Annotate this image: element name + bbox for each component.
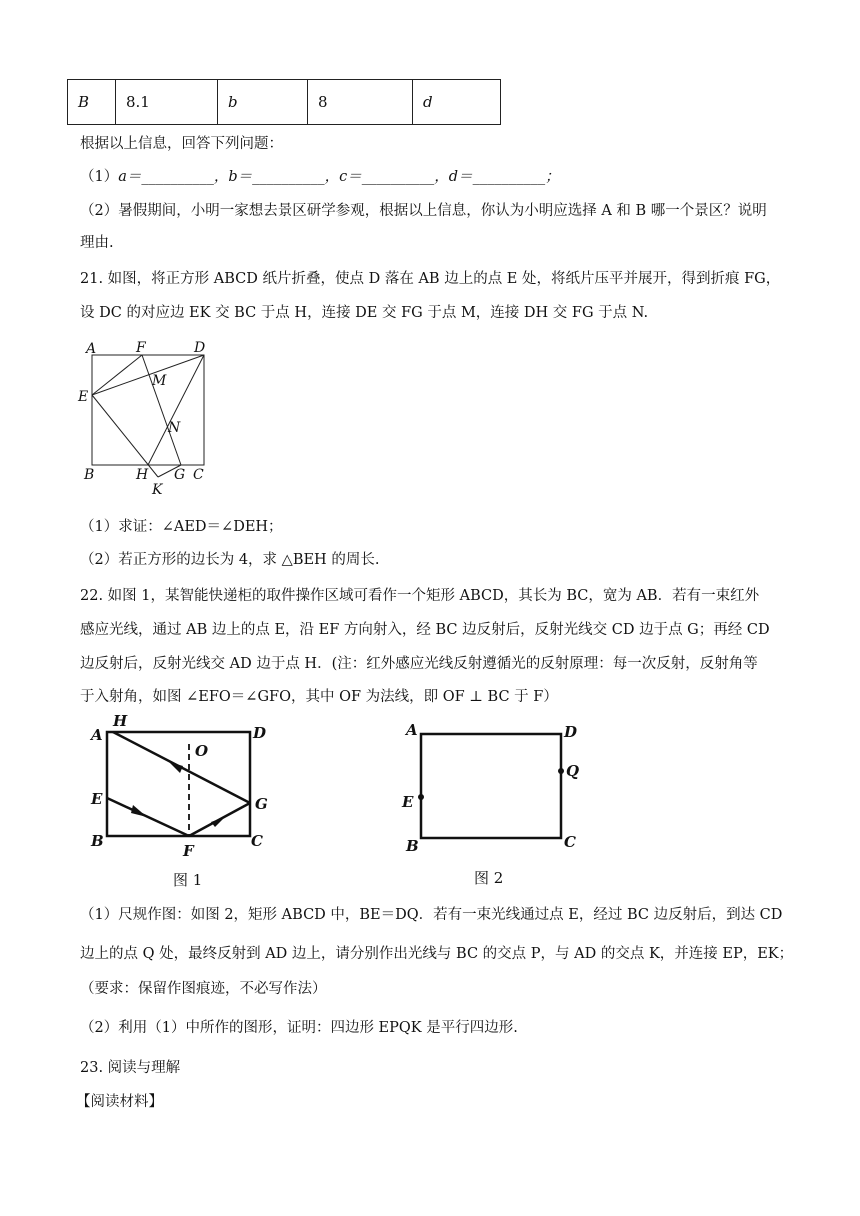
fig2-label-d: D [564,723,578,741]
label-a: A [86,341,97,357]
q22-part2: （2）利用（1）中所作的图形，证明：四边形 EPQK 是平行四边形. [80,1020,518,1036]
label-d: D [194,340,206,356]
arrow-ef-icon [131,805,147,817]
q20-part1 [80,166,560,188]
ray-ef [107,798,189,836]
point-e [418,794,424,800]
label-h: H [136,467,149,483]
q23-material-heading: 【阅读材料】 [76,1094,163,1110]
q22-part1-line3: （要求：保留作图痕迹，不必写作法） [80,981,327,997]
segment-ef [92,355,142,395]
fig1-caption: 图 1 [173,871,203,889]
q23-title: 23. 阅读与理解 [80,1060,181,1076]
fig1-label-b: B [91,832,104,850]
fig2-label-b: B [406,837,419,855]
q21-stem-line1: 21. 如图，将正方形 ABCD 纸片折叠，使点 D 落在 AB 边上的点 E 处，将纸片压平并展开，得到折痕 FG， [80,271,781,287]
q22-stem-line2: 感应光线，通过 AB 边上的点 E，沿 EF 方向射入，经 BC 边反射后，反射光线交 CD 边于点 G；再经 CD [80,622,770,638]
fig1-label-g: G [255,795,268,813]
q22-figure-2 [400,715,600,890]
rectangle-abcd-2 [421,734,561,838]
fold-line-fg [142,355,181,465]
fig1-label-d: D [253,724,267,742]
fig2-label-a: A [406,721,418,739]
fig1-label-c: C [251,832,263,850]
label-g: G [174,467,186,483]
q22-part1-line2: 边上的点 Q 处，最终反射到 AD 边上，请分别作出光线与 BC 的交点 P，与 AD 的交点 K，并连接 EP，EK； [80,946,794,962]
fig1-label-h: H [113,712,128,730]
fig2-label-e: E [402,793,414,811]
label-m: M [152,373,167,389]
q20-part1-blanks: a＝__________，b＝__________，c＝__________，d＝__________； [118,169,560,185]
label-k: K [152,482,163,498]
q22-stem-line1: 22. 如图 1，某智能快递柜的取件操作区域可看作一个矩形 ABCD，其长为 BC，宽为 AB．若有一束红外 [80,588,760,604]
fig1-label-o: O [195,742,209,760]
fig1-label-e: E [91,790,103,808]
label-f: F [136,340,146,356]
q22-stem-line4: 于入射角，如图 ∠EFO＝∠GFO，其中 OF 为法线，即 OF ⊥ BC 于 F） [80,689,558,705]
label-e: E [78,389,89,405]
q20-part2-line1: （2）暑假期间，小明一家想去景区研学参观，根据以上信息，你认为小明应选择 A 和 B 哪一个景区？说明 [80,203,767,219]
rectangle-abcd [107,732,250,836]
label-n: N [168,420,181,436]
q21-part2: （2）若正方形的边长为 4，求 △BEH 的周长. [80,552,380,568]
fig2-caption: 图 2 [474,869,504,887]
point-q [558,768,564,774]
fig2-label-q: Q [566,762,580,780]
table-cell: 8.1 [116,80,218,125]
q22-stem-line3: 边反射后，反射光线交 AD 边于点 H．(注：红外感应光线反射遵循光的反射原理：每一次反射，反射角等 [80,656,758,672]
fig2-label-c: C [564,833,576,851]
q20-part1-label: （1） [80,169,119,185]
q22-part1-line1: （1）尺规作图：如图 2，矩形 ABCD 中，BE＝DQ．若有一束光线通过点 E，经过 BC 边反射后，到达 CD [80,907,783,923]
q20-intro: 根据以上信息，回答下列问题： [80,136,283,152]
table-row [68,80,501,125]
q21-figure [70,335,220,500]
label-c: C [193,467,204,483]
q21-stem-line2: 设 DC 的对应边 EK 交 BC 于点 H，连接 DE 交 FG 于点 M，连接 DH 交 FG 于点 N. [80,305,649,321]
q22-figure-1 [85,710,285,895]
label-b: B [84,467,95,483]
q21-part1: （1）求证：∠AED＝∠DEH； [80,519,283,535]
fig1-label-a: A [91,726,103,744]
table-cell: d [413,80,501,125]
fig1-label-f: F [183,842,194,860]
table-cell: B [68,80,116,125]
table-cell: b [218,80,308,125]
q20-part2-line2: 理由. [80,235,114,251]
score-table [67,79,501,125]
arrow-fg-icon [211,817,225,827]
table-cell: 8 [308,80,413,125]
